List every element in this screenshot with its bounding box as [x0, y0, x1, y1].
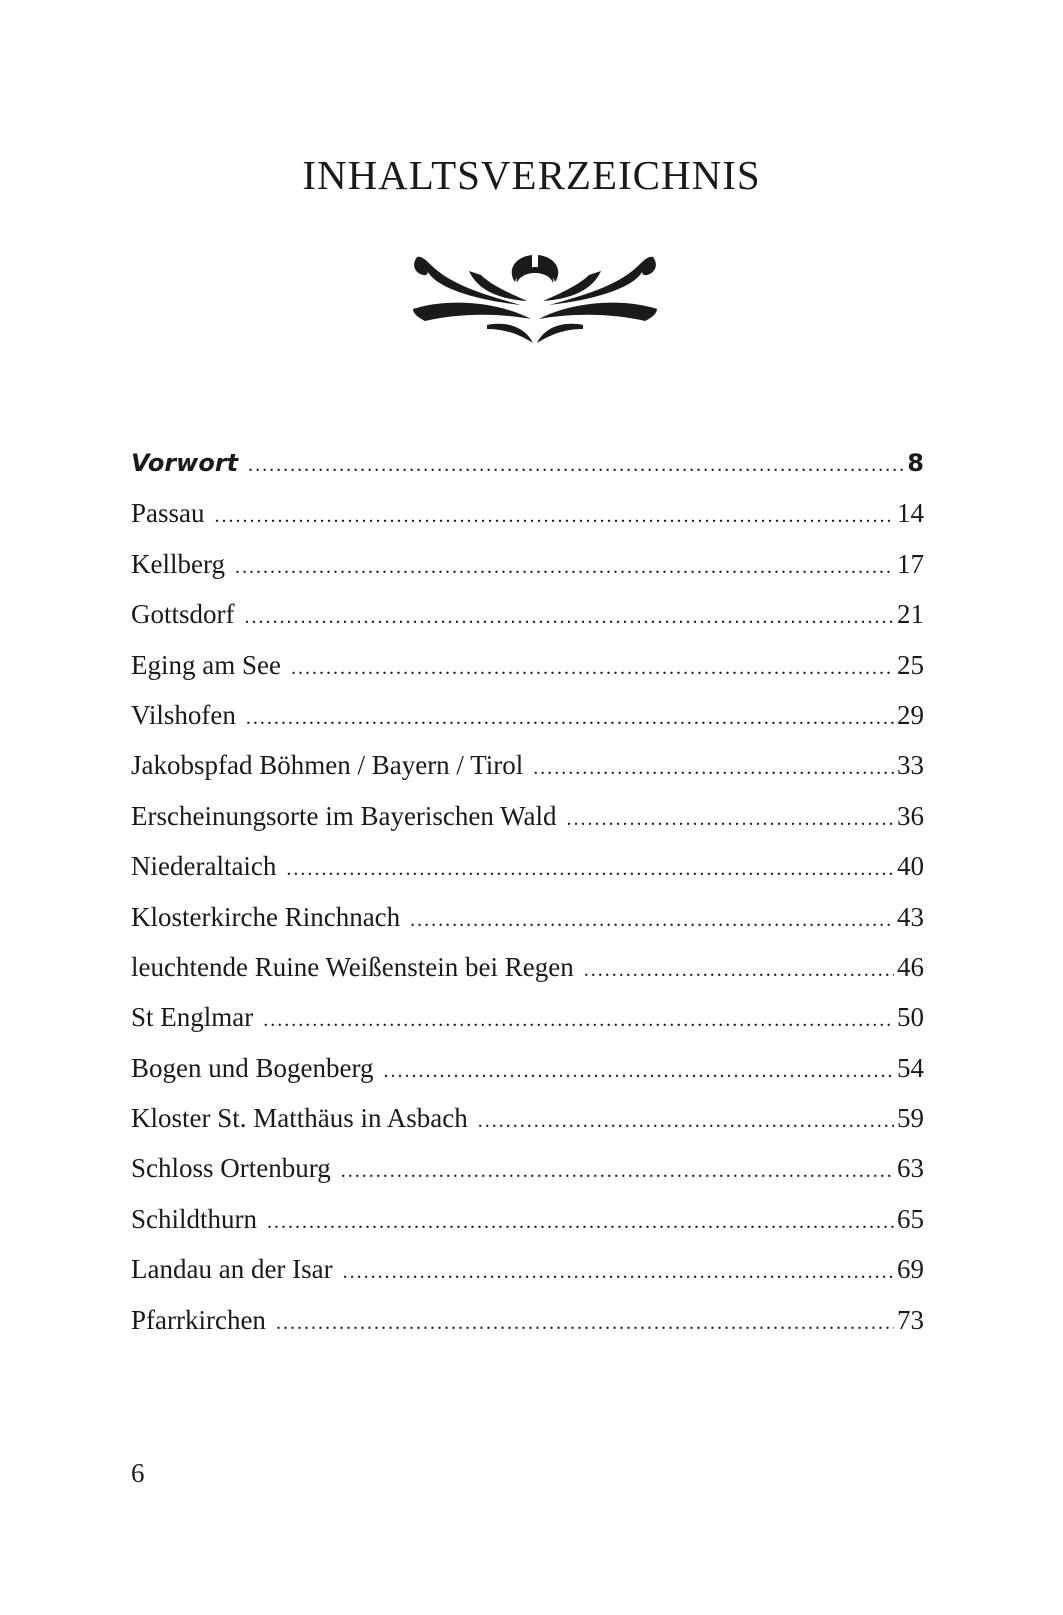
toc-entry-page: 25 — [897, 649, 924, 680]
toc-entry-page: 17 — [897, 548, 924, 579]
toc-entry-schildthurn[interactable] — [131, 1194, 924, 1244]
dot-leader — [263, 995, 894, 1045]
dot-leader — [276, 1298, 894, 1348]
dot-leader — [584, 945, 894, 995]
dot-leader — [235, 542, 894, 592]
toc-entry-jakobspfad[interactable] — [131, 740, 924, 790]
toc-entry-title: Vilshofen — [131, 699, 236, 730]
toc-entry-title: Klosterkirche Rinchnach — [131, 901, 401, 932]
toc-entry-page: 33 — [897, 750, 924, 781]
toc-entry-title: Kloster St. Matthäus in Asbach — [131, 1103, 468, 1134]
dot-leader — [566, 794, 894, 844]
toc-entry-title: Niederaltaich — [131, 851, 277, 882]
toc-entry-page: 73 — [897, 1304, 924, 1335]
dot-leader — [383, 1046, 894, 1096]
lotus-ornament-icon — [411, 251, 659, 347]
table-of-contents — [131, 438, 924, 1345]
toc-entry-page: 8 — [907, 449, 924, 477]
dot-leader — [248, 440, 904, 490]
page-title: INHALTSVERZEICHNIS — [302, 152, 761, 198]
page-number: 6 — [131, 1458, 145, 1488]
toc-entry-title: Passau — [131, 498, 205, 529]
toc-entry-eging-am-see[interactable] — [131, 640, 924, 690]
toc-entry-passau[interactable] — [131, 488, 924, 538]
toc-entry-title: leuchtende Ruine Weißenstein bei Regen — [131, 951, 574, 982]
toc-entry-vorwort[interactable] — [131, 438, 924, 488]
toc-entry-gottsdorf[interactable] — [131, 589, 924, 639]
toc-entry-klosterkirche-rinchnach[interactable] — [131, 892, 924, 942]
toc-entry-title: Vorwort — [131, 449, 239, 477]
toc-entry-kellberg[interactable] — [131, 539, 924, 589]
toc-entry-pfarrkirchen[interactable] — [131, 1295, 924, 1345]
dot-leader — [533, 743, 894, 793]
toc-entry-landau-an-der-isar[interactable] — [131, 1244, 924, 1294]
dot-leader — [341, 1146, 894, 1196]
dot-leader — [215, 491, 895, 541]
toc-entry-page: 14 — [897, 498, 924, 529]
toc-entry-st-englmar[interactable] — [131, 992, 924, 1042]
toc-entry-niederaltaich[interactable] — [131, 841, 924, 891]
dot-leader — [246, 693, 894, 743]
toc-entry-title: St Englmar — [131, 1002, 254, 1033]
toc-entry-erscheinungsorte[interactable] — [131, 791, 924, 841]
dot-leader — [267, 1197, 894, 1247]
toc-entry-bogen-und-bogenberg[interactable] — [131, 1043, 924, 1093]
toc-entry-page: 65 — [897, 1203, 924, 1234]
toc-entry-title: Landau an der Isar — [131, 1254, 333, 1285]
toc-entry-title: Eging am See — [131, 649, 281, 680]
toc-entry-title: Pfarrkirchen — [131, 1304, 266, 1335]
toc-entry-kloster-asbach[interactable] — [131, 1093, 924, 1143]
toc-entry-page: 69 — [897, 1254, 924, 1285]
toc-entry-page: 29 — [897, 699, 924, 730]
toc-entry-title: Erscheinungsorte im Bayerischen Wald — [131, 800, 557, 831]
dot-leader — [478, 1096, 894, 1146]
toc-entry-page: 50 — [897, 1002, 924, 1033]
toc-entry-page: 21 — [897, 599, 924, 630]
toc-entry-title: Schildthurn — [131, 1203, 257, 1234]
toc-entry-page: 59 — [897, 1103, 924, 1134]
toc-entry-vilshofen[interactable] — [131, 690, 924, 740]
toc-entry-page: 46 — [897, 951, 924, 982]
toc-entry-page: 40 — [897, 851, 924, 882]
toc-entry-page: 36 — [897, 800, 924, 831]
toc-entry-page: 63 — [897, 1153, 924, 1184]
toc-entry-title: Kellberg — [131, 548, 225, 579]
toc-entry-page: 43 — [897, 901, 924, 932]
toc-entry-title: Bogen und Bogenberg — [131, 1052, 374, 1083]
toc-entry-ruine-weissenstein[interactable] — [131, 942, 924, 992]
dot-leader — [286, 844, 894, 894]
toc-entry-title: Schloss Ortenburg — [131, 1153, 331, 1184]
dot-leader — [291, 643, 894, 693]
dot-leader — [343, 1247, 894, 1297]
dot-leader — [410, 895, 894, 945]
toc-entry-title: Gottsdorf — [131, 599, 235, 630]
toc-entry-schloss-ortenburg[interactable] — [131, 1143, 924, 1193]
dot-leader — [245, 592, 895, 642]
toc-entry-title: Jakobspfad Böhmen / Bayern / Tirol — [131, 750, 524, 781]
toc-entry-page: 54 — [897, 1052, 924, 1083]
